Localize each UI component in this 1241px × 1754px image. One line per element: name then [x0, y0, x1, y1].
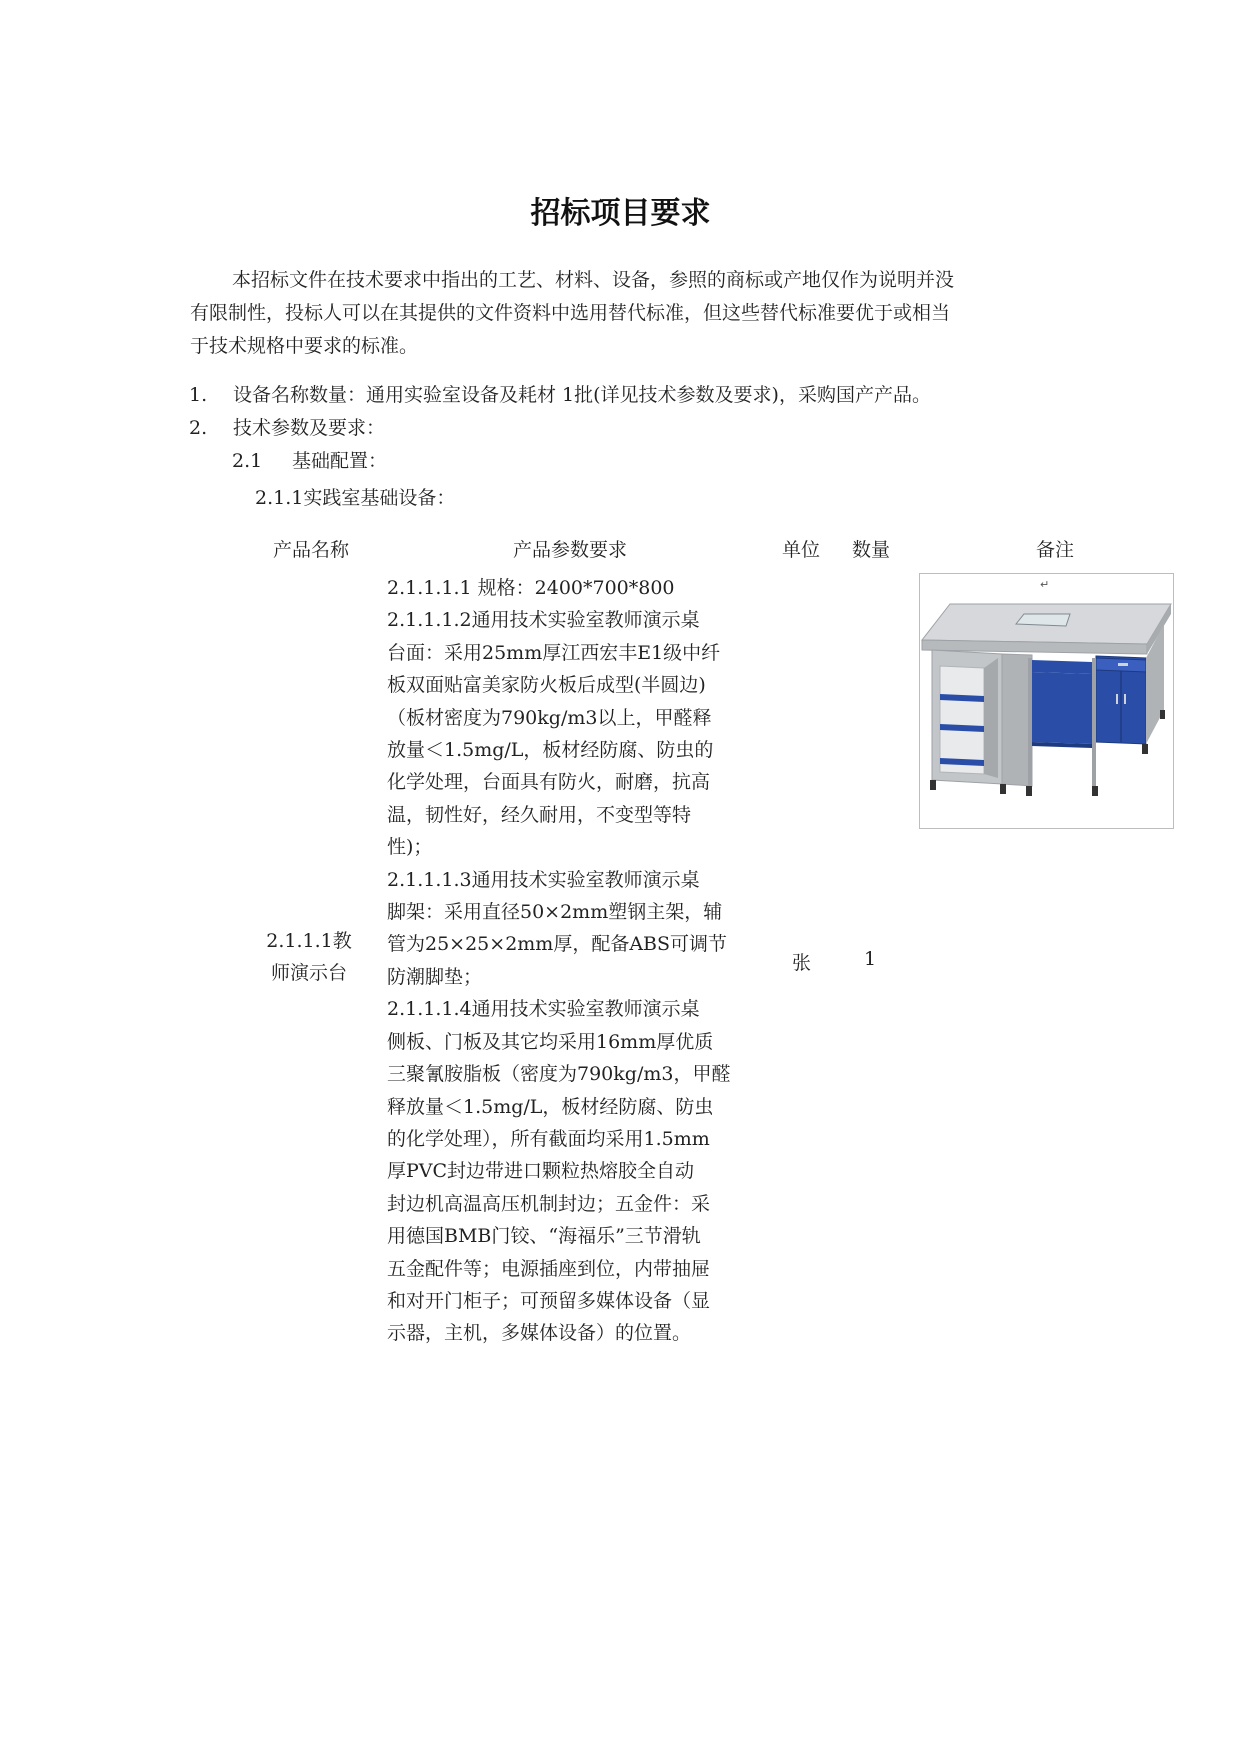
list-text: 基础配置：: [292, 450, 388, 472]
list-item-2-1-1: [255, 483, 455, 510]
spec-line: 释放量＜1.5mg/L，板材经防腐、防虫: [387, 1095, 714, 1118]
product-name-line: 师演示台: [270, 962, 347, 984]
spec-line: 的化学处理），所有截面均采用1.5mm: [387, 1127, 710, 1150]
product-spec: [387, 572, 777, 1350]
quantity-value: 1: [864, 948, 877, 970]
spec-line: 台面：采用25mm厚江西宏丰E1级中纤: [387, 641, 721, 664]
intro-line: 本招标文件在技术要求中指出的工艺、材料、设备，参照的商标或产地仅作为说明并没: [232, 269, 955, 291]
intro-paragraph: [190, 264, 1070, 363]
spec-line: 用德国BMB门铰、“海福乐”三节滑轨: [387, 1225, 701, 1248]
spec-line: 化学处理，台面具有防火，耐磨，抗高: [387, 771, 711, 794]
spec-line: （板材密度为790kg/m3以上，甲醛释: [387, 706, 712, 729]
header-remark: 备注: [1035, 539, 1074, 561]
list-number: 1.: [189, 384, 208, 406]
spec-line: 和对开门柜子；可预留多媒体设备（显: [387, 1289, 711, 1312]
list-item-2-1: [232, 446, 387, 473]
spec-line: 防潮脚垫；: [387, 965, 483, 988]
desk-illustration: [920, 574, 1173, 828]
spec-line: 性)；: [387, 836, 433, 859]
list-text: 技术参数及要求：: [233, 417, 386, 439]
spec-line: 五金配件等；电源插座到位，内带抽屉: [387, 1257, 711, 1280]
spec-line: 示器，主机，多媒体设备）的位置。: [387, 1322, 692, 1345]
list-text: 2.1.1实践室基础设备：: [255, 487, 456, 509]
intro-line: 于技术规格中要求的标准。: [190, 335, 419, 357]
paragraph-mark-icon: ↵: [1040, 578, 1050, 591]
spec-line: 2.1.1.1.3通用技术实验室教师演示桌: [387, 868, 700, 891]
spec-line: 放量＜1.5mg/L，板材经防腐、防虫的: [387, 739, 714, 762]
product-name: [254, 925, 364, 989]
spec-line: 脚架：采用直径50×2mm塑钢主架，辅: [387, 901, 723, 924]
spec-line: 板双面贴富美家防火板后成型(半圆边): [387, 674, 706, 697]
spec-line: 2.1.1.1.2通用技术实验室教师演示桌: [387, 609, 700, 632]
spec-line: 2.1.1.1.1 规格：2400*700*800: [387, 577, 675, 599]
list-item-1: [189, 380, 931, 407]
product-image: [919, 573, 1174, 829]
list-item-2: [189, 413, 385, 440]
spec-line: 2.1.1.1.4通用技术实验室教师演示桌: [387, 998, 700, 1021]
spec-line: 封边机高温高压机制封边；五金件：采: [387, 1192, 711, 1215]
list-number: 2.: [189, 417, 208, 439]
unit-value: 张: [792, 952, 812, 974]
intro-line: 有限制性，投标人可以在其提供的文件资料中选用替代标准，但这些替代标准要优于或相当: [190, 302, 951, 324]
spec-line: 管为25×25×2mm厚，配备ABS可调节: [387, 933, 728, 956]
header-quantity: 数量: [851, 539, 890, 561]
spec-line: 厚PVC封边带进口颗粒热熔胶全自动: [387, 1160, 695, 1183]
header-product-params: 产品参数要求: [512, 539, 627, 561]
product-name-line: 2.1.1.1教: [266, 930, 352, 952]
spec-line: 三聚氰胺脂板（密度为790kg/m3，甲醛: [387, 1063, 731, 1086]
spec-line: 侧板、门板及其它均采用16mm厚优质: [387, 1030, 714, 1053]
header-product-name: 产品名称: [272, 539, 349, 561]
spec-line: 温，韧性好，经久耐用，不变型等特: [387, 803, 692, 826]
header-unit: 单位: [781, 539, 820, 561]
list-text: 设备名称数量：通用实验室设备及耗材 1批(详见技术参数及要求)，采购国产产品。: [233, 384, 931, 406]
list-number: 2.1: [232, 450, 263, 472]
page-title: 招标项目要求: [530, 196, 711, 231]
